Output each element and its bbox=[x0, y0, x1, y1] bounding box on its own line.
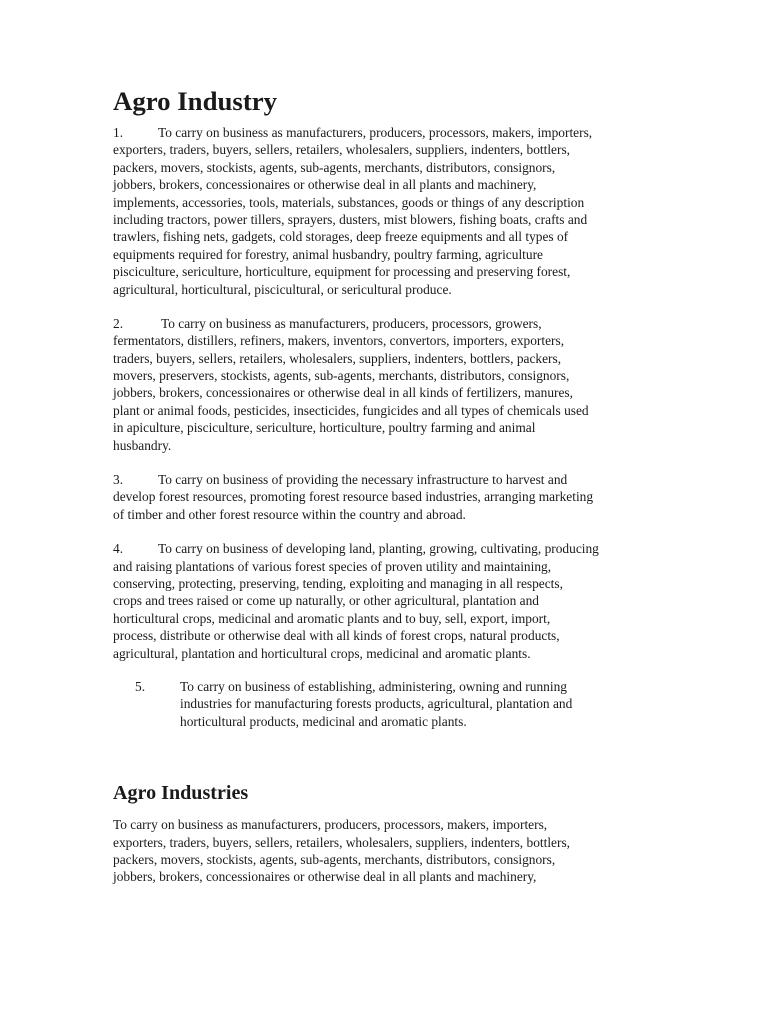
clause-line: horticultural crops, medicinal and aromatic plants and to buy, sell, export, import, bbox=[113, 610, 551, 626]
paragraph-line: To carry on business as manufacturers, producers, processors, makers, importers, bbox=[113, 817, 548, 833]
document-page bbox=[113, 88, 661, 903]
clause-line: husbandry. bbox=[113, 437, 172, 453]
section-heading-agro-industry: Agro Industry bbox=[113, 86, 278, 116]
clause-number: 1. bbox=[113, 125, 124, 140]
clause-line: industries for manufacturing forests products, agricultural, plantation and bbox=[180, 696, 573, 712]
clause-line: including tractors, power tillers, sprayers, dusters, mist blowers, fishing boats, crafts and bbox=[113, 211, 588, 227]
clause-line: jobbers, brokers, concessionaires or otherwise deal in all kinds of fertilizers, manures, bbox=[113, 385, 573, 401]
section-heading-agro-industries: Agro Industries bbox=[113, 782, 249, 805]
clause-2 bbox=[113, 315, 661, 454]
clause-line: pisciculture, sericulture, horticulture, equipment for processing and preserving forest, bbox=[113, 264, 571, 280]
clause-line: agricultural, plantation and horticultural crops, medicinal and aromatic plants. bbox=[113, 645, 531, 661]
clause-4 bbox=[113, 540, 661, 662]
clause-line: To carry on business of developing land, planting, growing, cultivating, producing bbox=[158, 541, 599, 557]
clause-line: fermentators, distillers, refiners, makers, inventors, convertors, importers, exporters, bbox=[113, 333, 565, 349]
clause-line: process, distribute or otherwise deal with all kinds of forest crops, natural products, bbox=[113, 628, 560, 644]
clause-line: plant or animal foods, pesticides, insecticides, fungicides and all types of chemicals used bbox=[113, 402, 589, 418]
clause-line: and raising plantations of various forest species of proven utility and maintaining, bbox=[113, 558, 552, 574]
clause-line: conserving, protecting, preserving, tending, exploiting and managing in all respects, bbox=[113, 575, 563, 591]
paragraph-line: exporters, traders, buyers, sellers, retailers, wholesalers, suppliers, indenters, bottlers, bbox=[113, 834, 571, 850]
clause-line: traders, buyers, sellers, retailers, wholesalers, suppliers, indenters, bottlers, packers, bbox=[113, 350, 562, 366]
clause-line: To carry on business as manufacturers, producers, processors, makers, importers, bbox=[158, 125, 593, 140]
clause-line: exporters, traders, buyers, sellers, retailers, wholesalers, suppliers, indenters, bottlers, bbox=[113, 142, 571, 158]
paragraph-line: jobbers, brokers, concessionaires or otherwise deal in all plants and machinery, bbox=[113, 869, 537, 885]
clause-line: implements, accessories, tools, materials, substances, goods or things of any description bbox=[113, 194, 585, 210]
clause-line: horticultural products, medicinal and aromatic plants. bbox=[180, 713, 467, 729]
clause-line: in apiculture, pisciculture, sericulture, horticulture, poultry farming and animal bbox=[113, 420, 536, 436]
clause-line: jobbers, brokers, concessionaires or otherwise deal in all plants and machinery, bbox=[113, 177, 537, 193]
clause-line: crops and trees raised or come up naturally, or other agricultural, plantation and bbox=[113, 593, 539, 609]
clause-5 bbox=[113, 678, 661, 730]
clause-line: To carry on business of establishing, administering, owning and running bbox=[180, 678, 567, 694]
clause-number: 2. bbox=[113, 315, 124, 331]
clause-number: 3. bbox=[113, 472, 124, 488]
final-paragraph bbox=[113, 816, 661, 886]
clause-line: movers, preservers, stockists, agents, sub-agents, merchants, distributors, consignors, bbox=[113, 368, 570, 384]
clause-1 bbox=[113, 124, 661, 298]
clause-line: To carry on business as manufacturers, producers, processors, growers, bbox=[161, 315, 542, 331]
clause-number: 5. bbox=[135, 678, 146, 694]
clause-line: agricultural, horticultural, piscicultural, or sericultural produce. bbox=[113, 281, 452, 297]
clause-line: packers, movers, stockists, agents, sub-agents, merchants, distributors, consignors, bbox=[113, 159, 556, 175]
clause-number: 4. bbox=[113, 541, 124, 557]
clause-line: equipments required for forestry, animal husbandry, poultry farming, agriculture bbox=[113, 246, 543, 262]
clause-line: trawlers, fishing nets, gadgets, cold storages, deep freeze equipments and all types of bbox=[113, 229, 569, 245]
clause-line: develop forest resources, promoting forest resource based industries, arranging marketing bbox=[113, 489, 594, 505]
clause-line: of timber and other forest resource within the country and abroad. bbox=[113, 506, 466, 522]
clause-line: To carry on business of providing the necessary infrastructure to harvest and bbox=[158, 472, 568, 488]
clause-3 bbox=[113, 471, 661, 523]
paragraph-line: packers, movers, stockists, agents, sub-agents, merchants, distributors, consignors, bbox=[113, 851, 556, 867]
